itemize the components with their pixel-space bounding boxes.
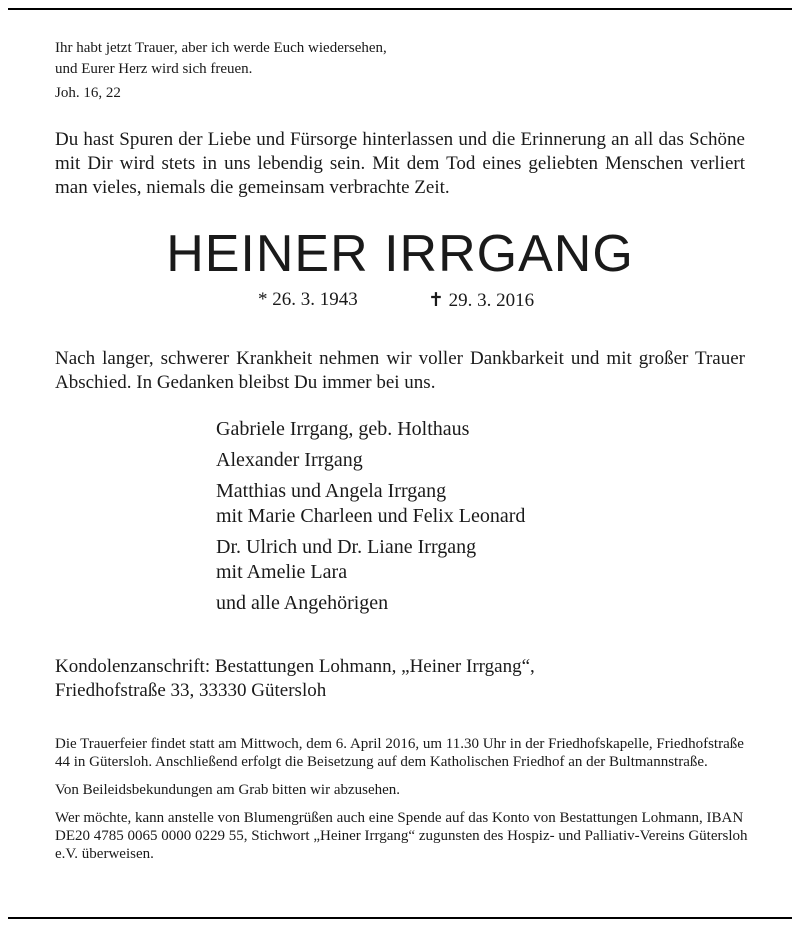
mourner-group bbox=[216, 479, 525, 529]
service-details bbox=[55, 735, 750, 873]
mourner-name: Alexander Irrgang bbox=[216, 449, 363, 471]
condolence-line: Kondolenzanschrift: Bestattungen Lohmann, „Heiner Irrgang“, bbox=[55, 656, 535, 677]
mourners-list bbox=[216, 417, 525, 622]
verse-reference: Joh. 16, 22 bbox=[55, 85, 121, 101]
ceremony-info: Die Trauerfeier findet statt am Mittwoch, dem 6. April 2016, um 11.30 Uhr in der Friedhofskapelle, Friedhofstraße 44 in Gütersloh. Anschließend erfolgt die Beisetzung auf dem Katholischen Friedhof an der Bultmannstraße. bbox=[55, 736, 744, 770]
mourner-name: Dr. Ulrich und Dr. Liane Irrgang bbox=[216, 536, 477, 558]
mourner-group bbox=[216, 535, 525, 585]
deceased-name: HEINER IRRGANG bbox=[166, 225, 634, 283]
no-condolences-note: Von Beileidsbekundungen am Grab bitten wir abzusehen. bbox=[55, 782, 401, 798]
mourner-group bbox=[216, 417, 525, 442]
intro-text: Du hast Spuren der Liebe und Fürsorge hinterlassen und die Erinnerung an all das Schöne mit Dir wird stets in uns lebendig sein. Mit dem Tod eines geliebten Menschen verliert man vieles, niemals die gemeinsam verbrachte Zeit. bbox=[55, 129, 745, 198]
mourner-name: und alle Angehörigen bbox=[216, 592, 389, 614]
mourner-name: mit Amelie Lara bbox=[216, 561, 348, 583]
mourner-name: Matthias und Angela Irrgang bbox=[216, 480, 447, 502]
mourner-name: Gabriele Irrgang, geb. Holthaus bbox=[216, 418, 470, 440]
condolence-line: Friedhofstraße 33, 33330 Gütersloh bbox=[55, 680, 327, 701]
bible-verse bbox=[55, 38, 387, 104]
mourner-group bbox=[216, 448, 525, 473]
verse-line: und Eurer Herz wird sich freuen. bbox=[55, 61, 253, 77]
donation-info: Wer möchte, kann anstelle von Blumengrüßen auch eine Spende auf das Konto von Bestattungen Lohmann, IBAN DE20 4785 0065 0000 0229 55, Stichwort „Heiner Irrgang“ zugunsten des Hospiz- und Palliativ-Vereins Gütersloh e.V. überweisen. bbox=[55, 810, 748, 862]
mourner-group bbox=[216, 591, 525, 616]
death-date: ✝ 29. 3. 2016 bbox=[428, 290, 535, 311]
condolence-address bbox=[55, 655, 535, 703]
birth-date: * 26. 3. 1943 bbox=[258, 289, 358, 310]
farewell-text: Nach langer, schwerer Krankheit nehmen wir voller Dankbarkeit und mit großer Trauer Abschied. In Gedanken bleibst Du immer bei uns. bbox=[55, 348, 745, 393]
mourner-name: mit Marie Charleen und Felix Leonard bbox=[216, 505, 526, 527]
verse-line: Ihr habt jetzt Trauer, aber ich werde Euch wiedersehen, bbox=[55, 40, 387, 56]
